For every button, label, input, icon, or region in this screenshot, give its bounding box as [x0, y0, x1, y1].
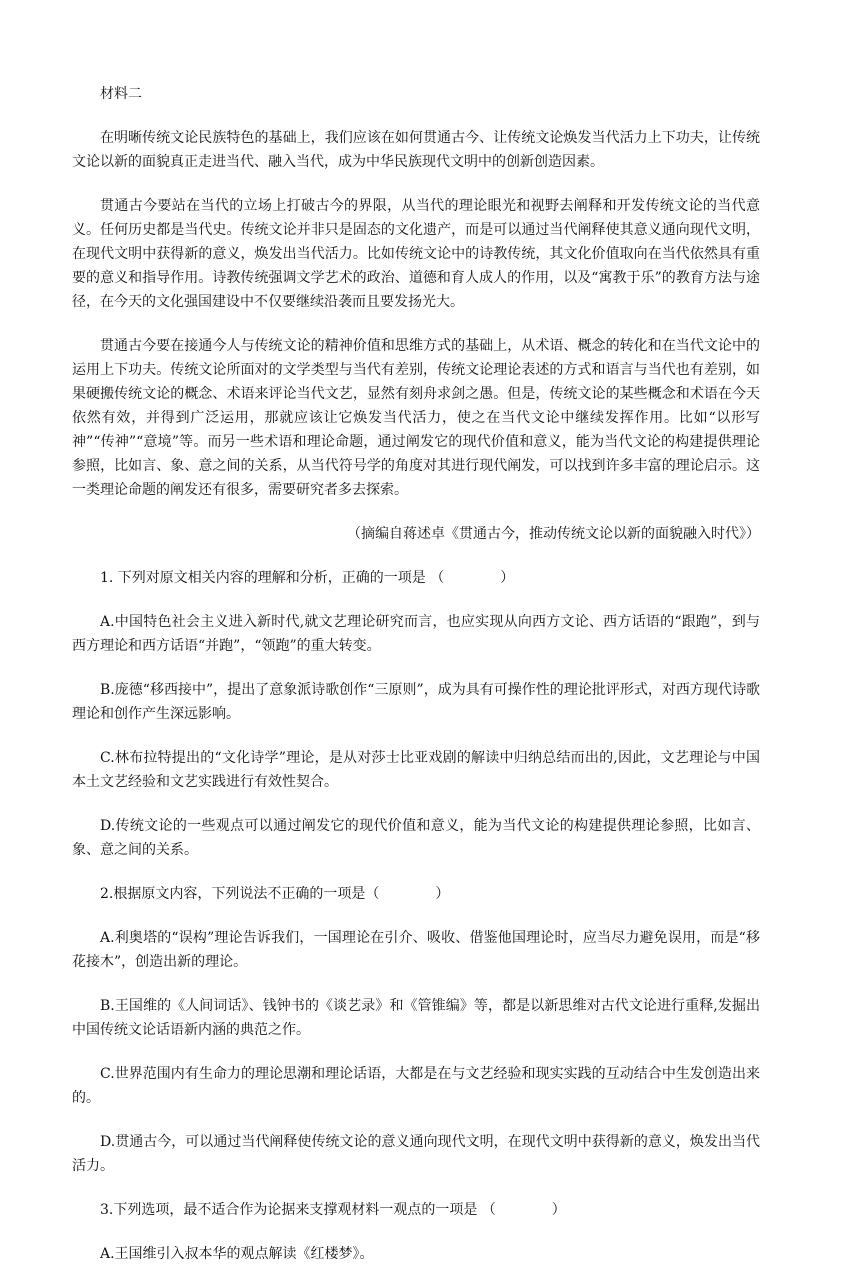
question-1-option-c: C.林布拉特提出的“文化诗学”理论，是从对莎士比亚戏剧的解读中归纳总结而出的,因此，文艺理论与中国本土文艺经验和文艺实践进行有效性契合。: [72, 750, 760, 790]
question-2-option-c: C.世界范围内有生命力的理论思潮和理论话语，大都是在与文艺经验和现实实践的互动结合中生发创造出来的。: [72, 1066, 760, 1106]
question-2-stem: 2.根据原文内容，下列说法不正确的一项是（ ）: [100, 886, 450, 902]
material-title: 材料二: [100, 86, 142, 102]
question-1-option-a: A.中国特色社会主义进入新时代,就文艺理论研究而言，也应实现从向西方文论、西方话语的“跟跑”，到与西方理论和西方话语“并跑”，“领跑”的重大转变。: [72, 614, 760, 654]
question-1-option-d: D.传统文论的一些观点可以通过阐发它的现代价值和意义，能为当代文论的构建提供理论参照，比如言、象、意之间的关系。: [72, 818, 760, 858]
paragraph-3: 贯通古今要在接通今人与传统文论的精神价值和思维方式的基础上，从术语、概念的转化和在当代文论中的运用上下功夫。传统文论所面对的文学类型与当代有差别，传统文论理论表述的方式和语言与当代也有差别，如果硬搬传统文论的概念、术语来评论当代文艺，显然有刻舟求剑之愚。但是，传统文论的某些概念和术语在今天依然有效，并得到广泛运用，那就应该让它焕发当代活力，使之在当代文论中继续发挥作用。比如“以形写神”“传神”“意境”等。而另一些术语和理论命题，通过阐发它的现代价值和意义，能为当代文论的构建提供理论参照，比如言、象、意之间的关系，从当代符号学的角度对其进行现代阐发，可以找到许多丰富的理论启示。这一类理论命题的阐发还有很多，需要研究者多去探索。: [72, 338, 760, 498]
question-1-stem: 1. 下列对原文相关内容的理解和分析，正确的一项是 （ ）: [100, 570, 515, 586]
question-3-option-a: A.王国维引入叔本华的观点解读《红楼梦》。: [100, 1246, 374, 1262]
question-3-stem: 3.下列选项，最不适合作为论据来支撑观材料一观点的一项是 （ ）: [100, 1202, 566, 1218]
question-2-option-b: B.王国维的《人间词话》、钱钟书的《谈艺录》和《管锥编》等，都是以新思维对古代文论进行重释,发掘出中国传统文论话语新内涵的典范之作。: [72, 998, 760, 1038]
paragraph-2: 贯通古今要站在当代的立场上打破古今的界限，从当代的理论眼光和视野去阐释和开发传统文论的当代意义。任何历史都是当代史。传统文论并非只是固态的文化遗产，而是可以通过当代阐释使其意义通向现代文明，在现代文明中获得新的意义，焕发出当代活力。比如传统文论中的诗教传统，其文化价值取向在当代依然具有重要的意义和指导作用。诗教传统强调文学艺术的政治、道德和育人成人的作用，以及“寓教于乐”的教育方法与途径，在今天的文化强国建设中不仅要继续沿袭而且要发扬光大。: [72, 198, 760, 310]
question-1-option-b: B.庞德“移西接中”，提出了意象派诗歌创作“三原则”，成为具有可操作性的理论批评形式，对西方现代诗歌理论和创作产生深远影响。: [72, 682, 760, 722]
paragraph-1: 在明晰传统文论民族特色的基础上，我们应该在如何贯通古今、让传统文论焕发当代活力上下功夫，让传统文论以新的面貌真正走进当代、融入当代，成为中华民族现代文明中的创新创造因素。: [72, 130, 760, 170]
question-2-option-d: D.贯通古今，可以通过当代阐释使传统文论的意义通向现代文明，在现代文明中获得新的意义，焕发出当代活力。: [72, 1134, 760, 1174]
question-2-option-a: A.利奥塔的“误构”理论告诉我们，一国理论在引介、吸收、借鉴他国理论时，应当尽力避免误用，而是“移花接木”，创造出新的理论。: [72, 930, 760, 970]
source-citation: （摘编自蒋述卓《贯通古今，推动传统文论以新的面貌融入时代》）: [347, 526, 760, 542]
